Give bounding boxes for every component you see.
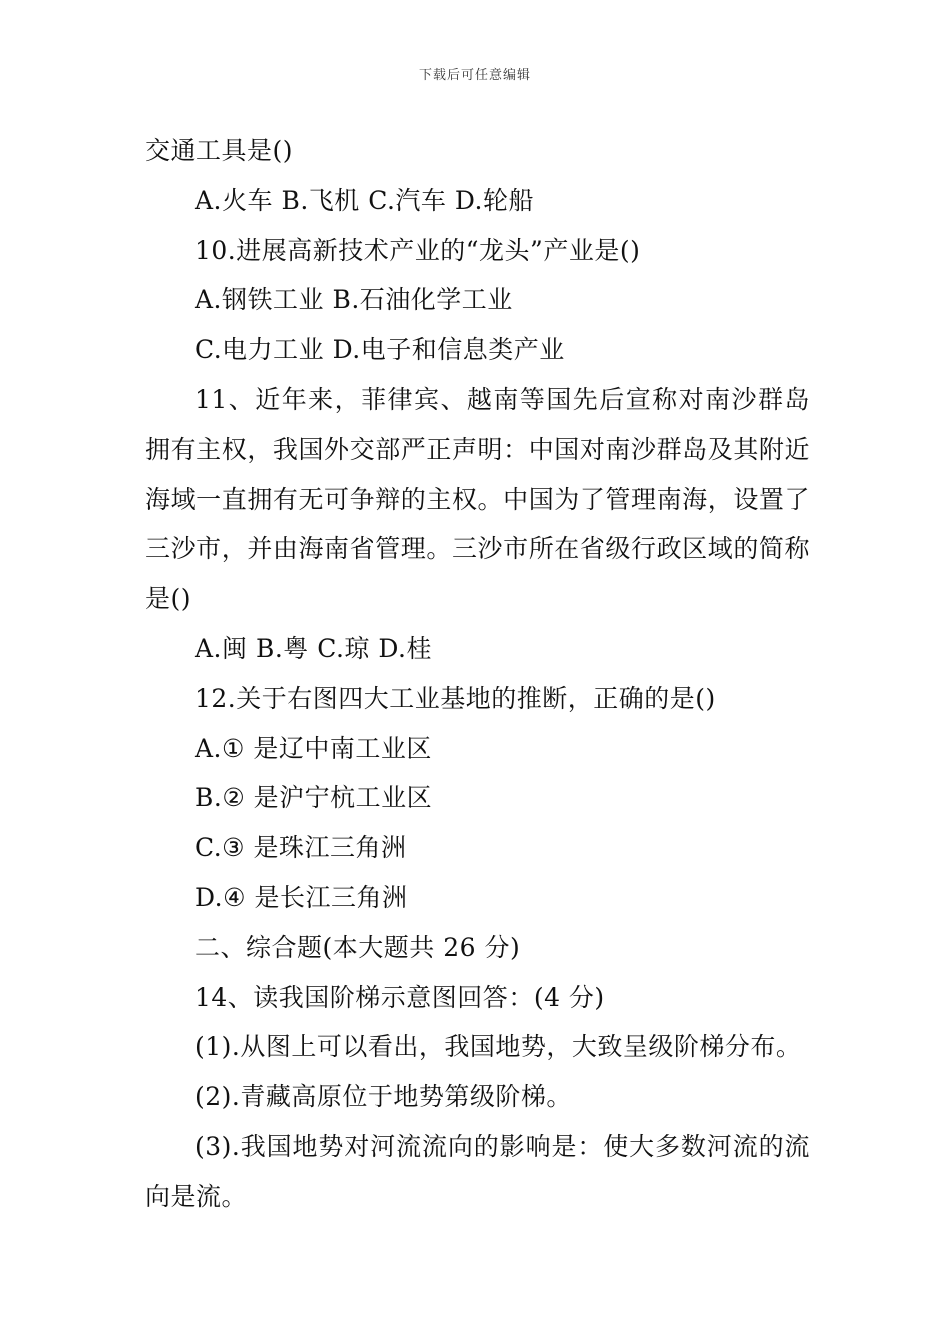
question-12-option-c: C.③ 是珠江三角洲 (195, 833, 407, 863)
question-14-part-1: (1).从图上可以看出，我国地势，大致呈级阶梯分布。 (195, 1032, 802, 1062)
question-9-options: A.火车 B.飞机 C.汽车 D.轮船 (195, 185, 534, 215)
question-10-options-ab: A.钢铁工业 B.石油化学工业 (195, 285, 513, 315)
question-11-stem: 11、近年来，菲律宾、越南等国先后宣称对南沙群岛拥有主权，我国外交部严正声明：中国对南沙群岛及其附近海域一直拥有无可争辩的主权。中国为了管理南海，设置了三沙市，并由海南省管理。三沙市所在省级行政区域的简称是() (145, 384, 810, 614)
question-14-part-2: (2).青藏高原位于地势第级阶梯。 (195, 1082, 572, 1112)
question-14-part-3: (3).我国地势对河流流向的影响是：使大多数河流的流向是流。 (145, 1131, 810, 1211)
question-12-option-b: B.② 是沪宁杭工业区 (195, 783, 433, 813)
question-14-stem: 14、读我国阶梯示意图回答：(4 分) (195, 982, 605, 1012)
question-10-stem: 10.进展高新技术产业的“龙头”产业是() (195, 235, 641, 265)
question-12-option-a: A.① 是辽中南工业区 (195, 733, 432, 763)
page-header-note: 下载后可任意编辑 (418, 68, 531, 83)
question-9-stem-end: 交通工具是() (145, 136, 294, 165)
question-10-options-cd: C.电力工业 D.电子和信息类产业 (195, 335, 565, 365)
question-11-options: A.闽 B.粤 C.琼 D.桂 (195, 633, 432, 663)
document-body (145, 126, 810, 1222)
question-12-stem: 12.关于右图四大工业基地的推断，正确的是() (195, 683, 716, 713)
section-2-heading: 二、综合题(本大题共 26 分) (195, 932, 521, 962)
question-12-option-d: D.④ 是长江三角洲 (195, 882, 408, 912)
